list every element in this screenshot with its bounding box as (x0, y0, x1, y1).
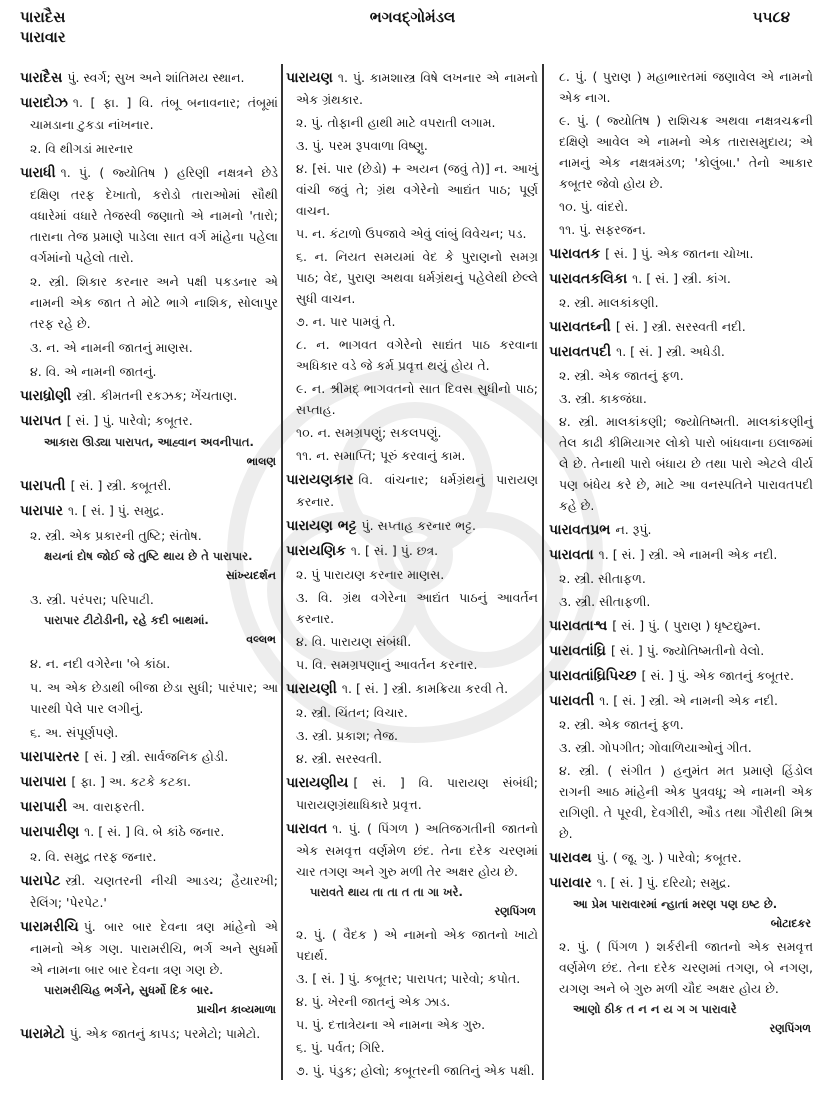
definition-text: [ સં. ] પું. પારેવો; કબૂતર. (66, 413, 193, 428)
sense-definition: ૫. ન. કંટાળો ઉપજાવે એવું લાંબું વિવેચન; પડ. (296, 226, 527, 241)
page-number: ૫૫૮૪ (752, 8, 790, 26)
guide-word-first: પારાદૈસ (20, 8, 66, 26)
quotation: ક્ષયનાં દોષ જોઈ જે તુષ્ટિ થાય છે તે પારાપાર. (44, 549, 253, 563)
definition-text: અ. વારાફરતી. (71, 799, 145, 814)
headword: પારાવતઘ્ની (549, 319, 611, 335)
definition-text: ૧. [ સં. ] પું. દરિયો; સમુદ્ર. (596, 875, 731, 890)
dictionary-entry (286, 818, 538, 882)
sense-definition: ૪. સ્ત્રી. સરસ્વતી. (296, 751, 382, 766)
definition-text: ૧. [ સં. ] વિ. બે કાંઠે જનાર. (84, 824, 225, 839)
dictionary-entry (286, 540, 538, 562)
dictionary-entry (20, 746, 278, 768)
headword: પારાવતપદી (549, 344, 612, 360)
sense-definition: ૪. પું. ખેરની જાતનું એક ઝાડ. (296, 994, 451, 1009)
definition-text: [ સં. ] પું. ( પુરાણ ) ધૃષ્ટદ્યુમ્ન. (612, 618, 761, 633)
column-3 (549, 64, 813, 1039)
dictionary-entry (549, 872, 813, 894)
headword: પારાયણિક (286, 543, 346, 559)
sense-definition: ૨. પું પારાયણ કરનાર માણસ. (296, 567, 445, 582)
sense-definition: ૨. સ્ત્રી. એક જાતનું ફળ. (559, 368, 684, 383)
quote-source: રણપિંગળ (769, 1022, 811, 1035)
definition-text: સ્ત્રી. કીમતની રકઝક; ખેંચતાણ. (76, 388, 238, 403)
headword: પારાપારા (20, 774, 67, 790)
headword: પારાવતી (549, 693, 595, 709)
definition-text: ૧. [ સં. ] સ્ત્રી. કામક્રિયા કરવી તે. (341, 681, 509, 696)
sense-definition: ૨. સ્ત્રી. એક જાતનું ફળ. (559, 717, 684, 732)
sense-definition: ૮. પું. ( પુરાણ ) મહાભારતમાં જણાવેલ એ નામનો એક નાગ. (559, 69, 813, 105)
sense-definition: ૨. સ્ત્રી. ચિંતન; વિચાર. (296, 705, 408, 720)
quotation: પારાપાર ટીટોડીની, રહે કદી બાથમાં. (44, 613, 209, 627)
headword: પારાપારતર (20, 749, 80, 765)
quote-source: રણપિંગળ (494, 905, 536, 918)
headword: પારાપત (20, 413, 62, 429)
page-title: ભગવદ્ગોમંડલ (369, 8, 456, 26)
sense-definition: ૩. સ્ત્રી. સીતાફળી. (559, 594, 651, 609)
sense-definition: ૪. વિ. પારાયણ સંબંધી. (296, 634, 412, 649)
definition-text: ૧. [ સં. ] સ્ત્રી. અધેડી. (616, 344, 725, 359)
definition-text: વિ. વાંચનાર; ધર્મગ્રંથનું પારાયણ કરનાર. (296, 472, 538, 509)
dictionary-entry (549, 640, 813, 662)
definition-text: પું. ( જૂ. ગુ. ) પારેવો; કબૂતર. (596, 850, 742, 865)
column-2 (286, 64, 538, 1081)
dictionary-entry (20, 475, 278, 497)
dictionary-entry (549, 341, 813, 363)
sense-definition: ૪. [સં. પાર (છેડો) + અયન (જવું તે)] ન. આખું વાંચી જવું તે; ગ્રંથ વગેરેનો આદ્યંત પાઠ; પૂર્ણ વાચન. (296, 161, 538, 218)
sense-definition: ૧૦. પું. વાંદરો. (559, 199, 629, 214)
headword: પારાદોઝ (20, 95, 68, 111)
definition-text: [ સં. ] વિ. પારાયણ સંબંધી; પારાયણગ્રંથાધિકારે પ્રવૃત્ત. (296, 775, 538, 812)
quotation: આકારા ઊડ્યા પારાપત, આહ્વાન અવનીપાત. (44, 435, 254, 449)
dictionary-entry (286, 67, 538, 110)
headword: પારાવતાંઘ્રિ (549, 643, 606, 659)
definition-text: [ સં. ] પું. એક જાતના ચોખા. (605, 246, 754, 261)
headword: પારાવતાશ્વ (549, 618, 608, 634)
dictionary-entry (20, 916, 278, 980)
definition-text: ૧. પું. કામશાસ્ત્ર વિષે લખનાર એ નામનો એક ગ્રંથકાર. (296, 70, 538, 107)
definition-text: [ સં. ] સ્ત્રી. સરસ્વતી નદી. (615, 319, 746, 334)
headword: પારાપારીણ (20, 824, 80, 840)
sense-definition: ૭. પું. પંડુક; હોલો; કબૂતરની જાતિનું એક પક્ષી. (296, 1063, 535, 1078)
dictionary-entry (20, 1023, 278, 1045)
column-1 (20, 64, 278, 1045)
definition-text: ૧. [ સં. ] સ્ત્રી. કાંગ. (632, 271, 731, 286)
definition-text: [ ફા. ] અ. કટકે કટકા. (71, 774, 192, 789)
definition-text: [ સં. ] પું. એક જાતનું કબૂતર. (641, 668, 794, 683)
headword: પારાવથ (549, 850, 592, 866)
dictionary-entry (286, 772, 538, 815)
sense-definition: ૪. સ્ત્રી. ( સંગીત ) હનુમંત મત પ્રમાણે હિંડોલ રાગની આઠ માંહેની એક પુત્રવધૂ; એ નામની એક રાગિણી. તે પૂરવી, દેવગીરી, ઔડ તથા ગૌરીથી મિશ્ર છે. (559, 763, 813, 841)
sense-definition: ૬. ન. નિયત સમયમાં વેદ કે પુરાણનો સમગ્ર પાઠ; વેદ, પુરાણ અથવા ધર્મગ્રંથનું પહેલેથી છેલ્લે સુધી વાચન. (296, 249, 538, 306)
guide-word-last: પારાવાર (20, 28, 66, 46)
sense-definition: ૫. અ એક છેડાથી બીજા છેડા સુધી; પારંપાર; આ પારથી પેલે પાર લગીનું. (30, 680, 278, 716)
definition-text: પું. સપ્તાહ કરનાર ભટ્ટ. (361, 518, 476, 533)
sense-definition: ૪. વિ. એ નામની જાતનું. (30, 364, 157, 379)
column-divider (542, 64, 544, 1080)
definition-text: પું. એક જાતનું કાપડ; પરમેટો; પામેટો. (69, 1026, 261, 1041)
column-divider (281, 64, 283, 1080)
headword: પારાવતાંઘ્રિપિચ્છ (549, 668, 637, 684)
sense-definition: ૫. વિ. સમગ્રપણાનું આવર્તન કરનાર. (296, 657, 478, 672)
sense-definition: ૨. સ્ત્રી. શિકાર કરનાર અને પક્ષી પકડનાર એ નામની એક જાત તે મોટે ભાગે નાશિક, સોલાપુર તરફ રહે છે. (30, 274, 278, 331)
sense-definition: ૩. ન. એ નામની જાતનું માણસ. (30, 340, 193, 355)
dictionary-entry (286, 678, 538, 700)
definition-text: [ સં. ] સ્ત્રી. કબૂતરી. (70, 478, 172, 493)
dictionary-entry (20, 92, 278, 135)
headword: પારાધ્રોણી (20, 388, 72, 404)
sense-definition: ૨. પું. તોફાની હાથી માટે વપરાતી લગામ. (296, 115, 496, 130)
sense-definition: ૪. ન. નદી વગેરેના 'બે કાંઠા. (30, 656, 171, 671)
sense-definition: ૨. પું. ( વૈદક ) એ નામનો એક જાતનો ખાટો પદાર્થ. (296, 927, 538, 963)
headword: પારામેટો (20, 1026, 65, 1042)
dictionary-entry (549, 665, 813, 687)
sense-definition: ૨. સ્ત્રી. સીતાફળ. (559, 571, 646, 586)
dictionary-entry (549, 847, 813, 869)
sense-definition: ૬. અ. સંપૂર્ણપણે. (30, 725, 119, 740)
sense-definition: ૧૧. પું. સફરજન. (559, 222, 646, 237)
dictionary-entry (20, 162, 278, 268)
dictionary-entry (549, 690, 813, 712)
quotation: પારામરીચિહ ભર્ગને, સુધર્મો દિક બાર. (44, 983, 214, 997)
sense-definition: ૭. ન. પાર પામવું તે. (296, 314, 396, 329)
headword: પારાપારી (20, 799, 67, 815)
sense-definition: ૪. સ્ત્રી. માલકાંકણી; જ્યોતિષ્મતી. માલકાંકણીનું તેલ કાઢી કીમિયાગર લોકો પારો બાંધવાના ઇલાજમાં લે છે. તેનાથી પારો બંધાય છે તથા પારો એટલે વીર્ય પણ બંધેય કરે છે, માટે આ વનસ્પતિને પારાવતપદી કહે છે. (559, 414, 813, 513)
sense-definition: ૩. પું. પરમ રૂપવાળા વિષ્ણુ. (296, 138, 428, 153)
dictionary-entry (20, 67, 278, 89)
dictionary-entry (20, 821, 278, 843)
sense-definition: ૯. ન. શ્રીમદ્ ભાગવતનો સાત દિવસ સુધીનો પાઠ; સપ્તાહ. (296, 381, 538, 417)
headword: પારાવતક (549, 246, 601, 262)
quote-source: સાંખ્યદર્શન (225, 569, 276, 582)
definition-text: [ સં. ] પું. જ્યોતિષ્મતીનો વેલો. (610, 643, 765, 658)
dictionary-entry (549, 243, 813, 265)
definition-text: પું. બાર બાર દેવના ત્રણ માંહેનો એ નામનો એક ગણ. પારામરીચિ, ભર્ગ અને સુધર્મો એ નામના બાર બાર દેવના ત્રણ ગણ છે. (30, 919, 278, 977)
headword: પારાયણ ભટ્ટ (286, 518, 357, 534)
dictionary-entry (20, 410, 278, 432)
headword: પારામરીચિ (20, 919, 79, 935)
definition-text: સ્ત્રી. ચણતરની નીચી આડચ; હૈયારખી; રેલિંગ; 'પેરપેટ.' (30, 873, 278, 910)
dictionary-entry (549, 316, 813, 338)
quotation: પારાવતે થાય તા તા ત તા ગા ખરે. (310, 885, 463, 899)
sense-definition: ૨. વિ. સમુદ્ર તરફ જનાર. (30, 849, 157, 864)
headword: પારાપતી (20, 478, 66, 494)
headword: પારાધી (20, 165, 56, 181)
dictionary-entry (549, 519, 813, 541)
headword: પારાયણકાર (286, 472, 354, 488)
sense-definition: ૨. સ્ત્રી. એક પ્રકારની તુષ્ટિ; સંતોષ. (30, 528, 202, 543)
headword: પારાયણ (286, 70, 333, 86)
dictionary-entry (20, 500, 278, 522)
dictionary-entry (549, 615, 813, 637)
sense-definition: ૨. પું. ( પિંગળ ) શર્કરીની જાતનો એક સમવૃત્ત વર્ણમેળ છંદ. તેના દરેક ચરણમાં તગણ, બે નગણ, યગણ અને બે ગુરુ મળી ચૌદ અક્ષર હોય છે. (559, 939, 813, 996)
definition-text: ૧. [ સં. ] સ્ત્રી. એ નામની એક નદી. (598, 547, 778, 562)
sense-definition: ૩. સ્ત્રી. ગોપગીત; ગોવાળિયાઓનું ગીત. (559, 740, 752, 755)
dictionary-entry (20, 385, 278, 407)
headword: પારાવતપ્રભ (549, 522, 611, 538)
quote-source: બોટાદકર (770, 917, 811, 930)
definition-text: ૧. [ સં. ] પું. સમુદ્ર. (67, 503, 165, 518)
dictionary-entry (549, 544, 813, 566)
headword: પારાયણી (286, 681, 337, 697)
dictionary-entry (20, 771, 278, 793)
headword: પારાવાર (549, 875, 592, 891)
definition-text: ૧. [ સં. ] સ્ત્રી. એ નામની એક નદી. (599, 693, 778, 708)
headword: પારાયણીય (286, 775, 349, 791)
sense-definition: ૯. પું. ( જ્યોતિષ ) રાશિચક્ર અથવા નક્ષત્રચક્રની દક્ષિણે આવેલ એ નામનો એક તારાસમુદાય; એ નામનું એક નક્ષત્રમંડળ; 'કોલુંબા.' તેનો આકાર કબૂતર જેવો હોય છે. (559, 113, 813, 191)
definition-text: પું. સ્વર્ગ; સુખ અને શાંતિમય સ્થાન. (67, 70, 245, 85)
sense-definition: ૮. ન. ભાગવત વગેરેનો સાદ્યંત પાઠ કરવાના અધિકાર વડે જે કર્મ પ્રવૃત્ત થયું હોય તે. (296, 337, 538, 373)
definition-text: ૧. [ ફા. ] વિ. તંબૂ બનાવનાર; તંબૂમાં ચામડાના ટુકડા નાંખનાર. (30, 95, 278, 132)
headword: પારાવતકલિકા (549, 271, 628, 287)
sense-definition: ૬. પું. પર્વત; ગિરિ. (296, 1040, 385, 1055)
sense-definition: ૫. પું. દત્તાત્રેયના એ નામના એક ગુરુ. (296, 1017, 486, 1032)
quote-source: ભાલણ (246, 455, 276, 468)
headword: પારાદૈસ (20, 70, 63, 86)
sense-definition: ૨. સ્ત્રી. માલકાંકણી. (559, 295, 659, 310)
dictionary-entry (286, 469, 538, 512)
sense-definition: ૧૦. ન. સમગ્રપણું; સકલપણું. (296, 425, 442, 440)
headword: પારાવત (286, 821, 328, 837)
quote-source: પ્રાચીન કાવ્યમાળા (196, 1003, 276, 1016)
sense-definition: ૨. વિ થીગડાં મારનાર (30, 141, 134, 156)
dictionary-entry (549, 268, 813, 290)
quotation: આ પ્રેમ પારાવારમાં ન્હાતાં મરણ પણ ઇષ્ટ છે. (573, 897, 778, 911)
sense-definition: ૩. સ્ત્રી. પ્રકાશ; તેજ. (296, 728, 399, 743)
headword: પારાવતા (549, 547, 594, 563)
dictionary-entry (20, 796, 278, 818)
sense-definition: ૩. [ સં. ] પું. કબૂતર; પારાપત; પારેવો; કપોત. (296, 971, 521, 986)
definition-text: ૧. પું. ( જ્યોતિષ ) હરિણી નક્ષત્રને છેડે દક્ષિણ તરફ દેખાતો, કરોડો તારાઓમાં સૌથી વધારેમાં વધારે તેજસ્વી જણાતો એ નામનો 'તારો; તારાના તેજ પ્રમાણે પાડેલા સાત વર્ગ માંહેના પહેલા વર્ગમાંનો પહેલો તારો. (30, 165, 278, 265)
definition-text: ન. રૂપું. (615, 522, 652, 537)
headword: પારાપેટ (20, 873, 61, 889)
quote-source: વલ્લભ (246, 633, 276, 646)
dictionary-entry (286, 515, 538, 537)
sense-definition: ૩. સ્ત્રી. પરંપરા; પરિપાટી. (30, 592, 154, 607)
quotation: આણો ઠીક ત ન ન ય ગ ગ પારાવારે (573, 1002, 737, 1016)
definition-text: ૧. પું. ( પિંગળ ) અતિજગતીની જાતનો એક સમવૃત્ત વર્ણમેળ છંદ. તેના દરેક ચરણમાં ચાર તગણ અને ગુરુ મળી તેર અક્ષર હોય છે. (296, 821, 538, 879)
definition-text: [ સં. ] સ્ત્રી. સાર્વજનિક હોડી. (84, 749, 229, 764)
sense-definition: ૧૧. ન. સમાપ્તિ; પૂરું કરવાનું કામ. (296, 448, 466, 463)
sense-definition: ૩. વિ. ગ્રંથ વગેરેના આદ્યંત પાઠનું આવર્તન કરનાર. (296, 590, 538, 626)
dictionary-entry (20, 870, 278, 913)
definition-text: ૧. [ સં. ] પું. છત્ર. (350, 543, 439, 558)
headword: પારાપાર (20, 503, 63, 519)
sense-definition: ૩. સ્ત્રી. કાકજંઘા. (559, 391, 647, 406)
